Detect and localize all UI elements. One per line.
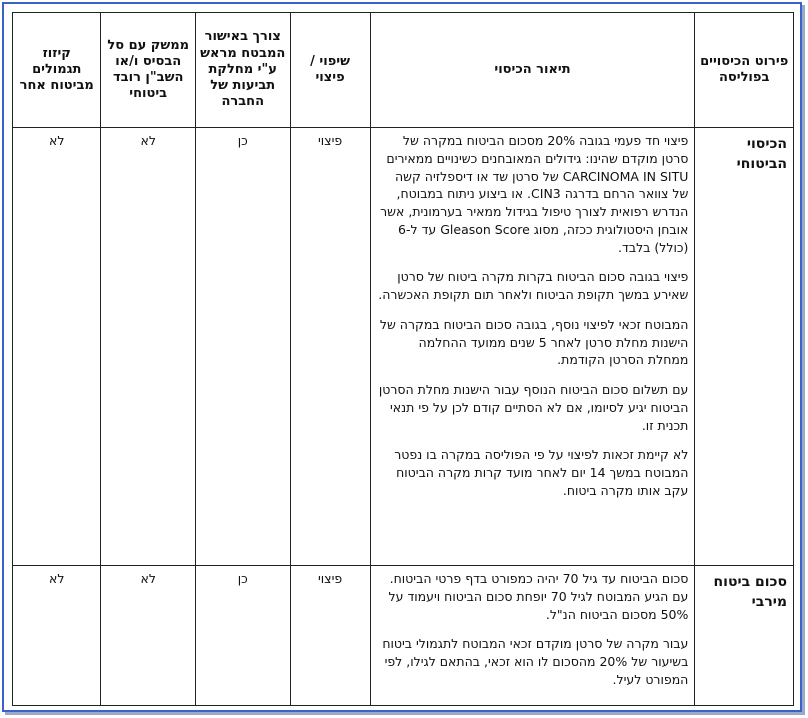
row-name: הכיסוי הביטוחי	[695, 128, 794, 566]
row-offset: לא	[13, 566, 101, 706]
description-paragraph: פיצוי חד פעמי בגובה 20% מסכום הביטוח במקרה של סרטן מוקדם שהינו: גידולים המאובחנים כשינויים ממאירים CARCINOMA IN SITU של סרטן שד או דיספלזיה קשה של צוואר הרחם בדרגה CIN3. או ביצוע ניתוח במבוטח, הנדרש רפואית לצורך טיפול בגידול ממאיר בערמונית, אשר אובחן היסטולוגית ככזה, מסוג Gleason Score עד ל-6 (כולל) בלבד.	[380, 133, 689, 255]
header-offset: קיזוז תגמולים מביטוח אחר	[13, 13, 101, 128]
row-offset: לא	[13, 128, 101, 566]
row-continuity: לא	[101, 128, 196, 566]
row-description	[370, 566, 695, 706]
row-preapproval: כן	[195, 566, 290, 706]
document-frame	[2, 2, 802, 712]
row-name: סכום ביטוח מירבי	[695, 566, 794, 706]
table-row	[13, 566, 794, 706]
header-details: פירוט הכיסויים בפוליסה	[695, 13, 794, 128]
coverage-table	[12, 12, 794, 706]
header-description: תיאור הכיסוי	[370, 13, 695, 128]
header-compensation: שיפוי / פיצוי	[290, 13, 370, 128]
header-row	[13, 13, 794, 128]
table-row	[13, 128, 794, 566]
header-preapproval: צורך באישור המבטח מראש ע"י מחלקת תביעות של החברה	[195, 13, 290, 128]
row-continuity: לא	[101, 566, 196, 706]
row-compensation: פיצוי	[290, 566, 370, 706]
description-paragraph: עבור מקרה של סרטן מוקדם זכאי המבוטח לתגמולי ביטוח בשיעור של 20% מהסכום לו הוא זכאי, בהתאם לגילו, לפי המפורט לעיל.	[382, 636, 689, 687]
row-compensation: פיצוי	[290, 128, 370, 566]
description-paragraph: פיצוי בגובה סכום הביטוח בקרות מקרה ביטוח של סרטן שאירע במשך תקופת הביטוח ולאחר תום תקופת האכשרה.	[378, 269, 689, 302]
header-continuity: ממשק עם סל הבסיס ו/או השב"ן רובד ביטוחי	[101, 13, 196, 128]
description-paragraph: לא קיימת זכאות לפיצוי על פי הפוליסה במקרה בו נפטר המבוטח במשך 14 יום לאחר מועד קרות מקרה הביטוח עקב אותו מקרה ביטוח.	[394, 447, 689, 498]
description-paragraph: סכום הביטוח עד גיל 70 יהיה כמפורט בדף פרטי הביטוח. עם הגיע המבוטח לגיל 70 יופחת סכום הביטוח ויעמוד על 50% מסכום הביטוח הנ"ל.	[388, 571, 689, 622]
description-paragraph: המבוטח זכאי לפיצוי נוסף, בגובה סכום הביטוח במקרה של הישנות מחלת סרטן לאחר 5 שנים ממועד ההחלמה ממחלת הסרטן הקודמת.	[379, 316, 689, 368]
row-description	[370, 128, 695, 566]
row-preapproval: כן	[195, 128, 290, 566]
description-paragraph: עם תשלום סכום הביטוח הנוסף עבור הישנות מחלת הסרטן הביטוח יגיע לסיומו, אם לא הסתיים קודם לכן על פי תנאי תכנית זו.	[378, 382, 689, 433]
